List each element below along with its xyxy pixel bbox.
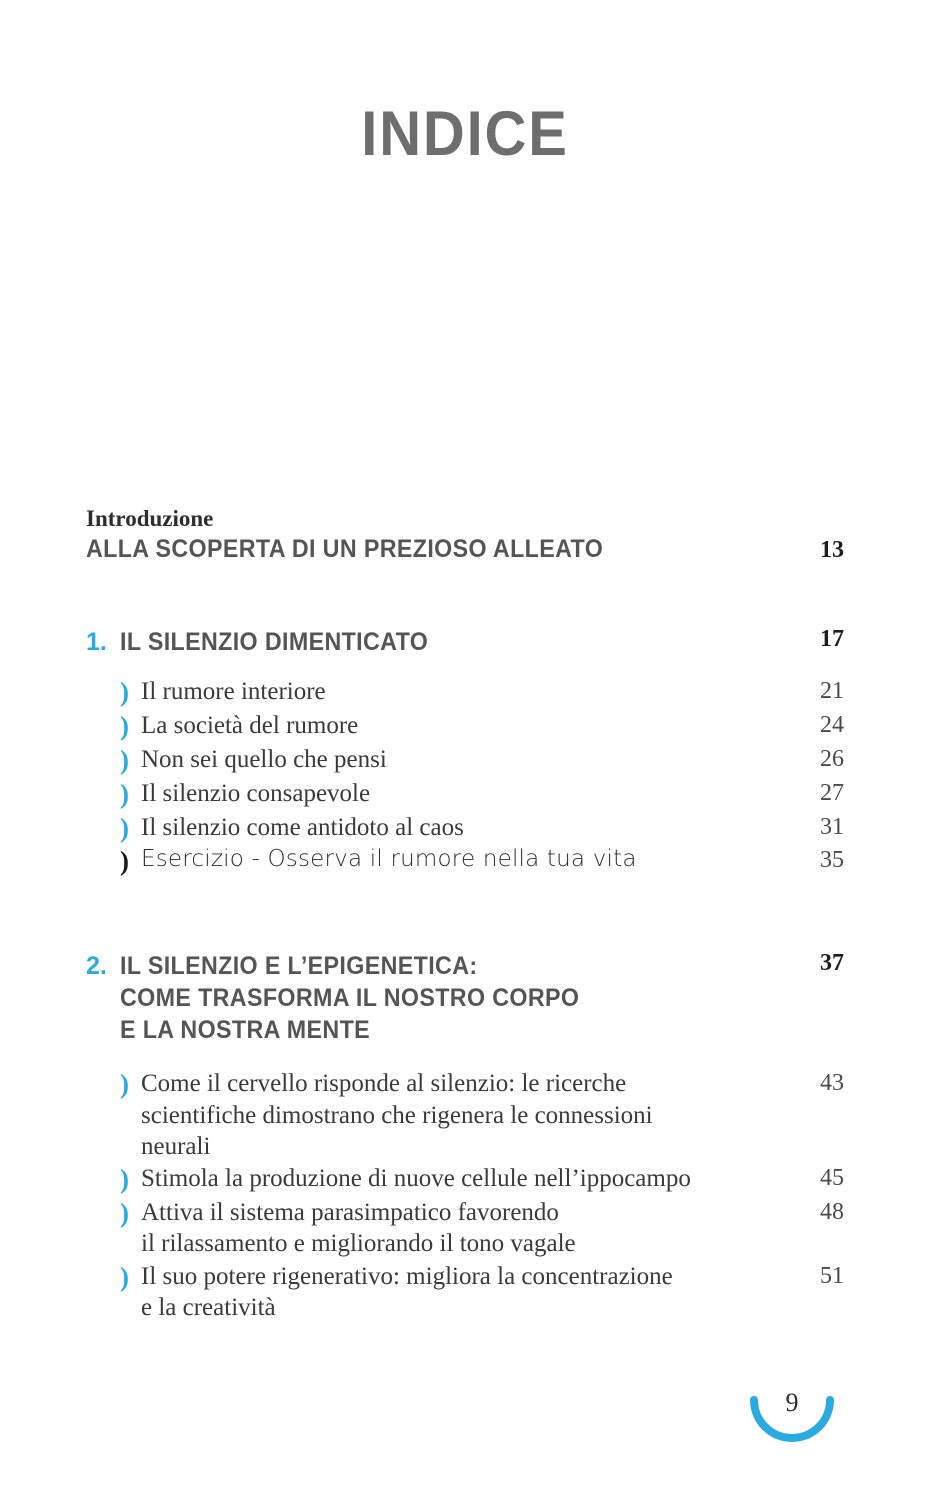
list-item-label: [141, 744, 387, 775]
chapter-1-title: [120, 626, 428, 658]
front-matter-title: ALLA SCOPERTA DI UN PREZIOSO ALLEATO: [86, 534, 604, 563]
angle-bracket-icon: ): [120, 710, 129, 741]
list-item[interactable]: [120, 812, 844, 845]
list-item-left: [120, 1163, 691, 1196]
list-item-label: [141, 778, 370, 809]
angle-bracket-icon: ): [120, 1069, 129, 1100]
list-item-page-number: 51: [820, 1262, 844, 1289]
list-item-line: e la creatività: [141, 1293, 276, 1321]
chapter-1-number: 1.: [86, 627, 107, 656]
list-item-page-number: 45: [820, 1165, 844, 1192]
list-item-left: [120, 812, 464, 845]
list-item-left: [120, 710, 358, 743]
list-item-page-number: 31: [820, 813, 844, 840]
chapter-entry-2[interactable]: [86, 950, 844, 1323]
chapter-2-title-line: COME TRASFORMA IL NOSTRO CORPO: [120, 984, 580, 1013]
list-item[interactable]: [120, 744, 844, 777]
chapter-2-number: 2.: [86, 952, 107, 981]
list-item-line: Il rumore interiore: [141, 677, 326, 705]
list-item[interactable]: [120, 1261, 844, 1324]
list-item-line: Il suo potere rigenerativo: migliora la concentrazione: [141, 1262, 673, 1290]
list-item-left: [120, 845, 637, 878]
list-item-line: Stimola la produzione di nuove cellule nell’ippocampo: [141, 1165, 691, 1193]
list-item-left: [120, 1068, 653, 1162]
folio: [742, 1382, 842, 1477]
angle-bracket-icon-dark: ): [120, 846, 129, 877]
angle-bracket-icon: ): [120, 1261, 129, 1292]
list-item[interactable]: [120, 1068, 844, 1162]
list-item-left: [120, 778, 370, 811]
list-item-line: Il silenzio come antidoto al caos: [141, 813, 464, 841]
front-matter-kicker: Introduzione: [86, 506, 214, 531]
chapter-2-item-list: [120, 1068, 844, 1323]
list-item-line: Non sei quello che pensi: [141, 745, 387, 773]
list-item-page-number: 35: [820, 847, 844, 874]
list-item-line: Esercizio - Osserva il rumore nella tua vita: [141, 846, 637, 873]
list-item-exercise[interactable]: [120, 845, 844, 878]
folio-page-number: 9: [785, 1388, 799, 1417]
page-title: INDICE: [361, 99, 569, 169]
list-item-page-number: 48: [820, 1199, 844, 1226]
list-item-label: [141, 1163, 691, 1194]
list-item-left: [120, 1197, 576, 1260]
list-item-line: neurali: [141, 1132, 211, 1160]
list-item[interactable]: [120, 1197, 844, 1260]
list-item-label: [141, 812, 464, 843]
list-item-line: il rilassamento e migliorando il tono vagale: [141, 1230, 576, 1258]
chapter-2-title-line: IL SILENZIO E L’EPIGENETICA:: [120, 952, 478, 981]
angle-bracket-icon: ): [120, 1164, 129, 1195]
list-item-page-number: 26: [820, 745, 844, 772]
list-item[interactable]: [120, 1163, 844, 1196]
front-matter-page-number: 13: [820, 536, 844, 563]
chapter-2-title: [120, 950, 579, 1046]
toc-content: [86, 506, 844, 1333]
list-item-line: Attiva il sistema parasimpatico favorendo: [141, 1199, 559, 1227]
list-item-line: La società del rumore: [141, 711, 359, 739]
front-matter-entry[interactable]: [86, 506, 844, 564]
chapter-1-title-line: IL SILENZIO DIMENTICATO: [120, 627, 429, 656]
list-item[interactable]: [120, 710, 844, 743]
list-item-left: [120, 744, 387, 777]
list-item[interactable]: [120, 676, 844, 709]
list-item-label: [141, 1197, 576, 1260]
chapter-1-item-list: [120, 676, 844, 879]
angle-bracket-icon: ): [120, 1198, 129, 1229]
angle-bracket-icon: ): [120, 676, 129, 707]
list-item-line: scientifiche dimostrano che rigenera le connessioni: [141, 1101, 653, 1129]
chapter-1-heading: [86, 626, 844, 658]
chapter-entry-1[interactable]: [86, 626, 844, 879]
list-item-left: [120, 1261, 673, 1324]
chapter-2-page-number: 37: [820, 950, 844, 977]
list-item-line: Il silenzio consapevole: [141, 779, 371, 807]
list-item-label: [141, 676, 326, 707]
list-item-line: Come il cervello risponde al silenzio: le ricerche: [141, 1070, 627, 1098]
list-item-label: [141, 1261, 673, 1324]
list-item[interactable]: [120, 778, 844, 811]
front-matter-title-row: [86, 535, 844, 564]
list-item-page-number: 21: [820, 677, 844, 704]
chapter-1-heading-left: [86, 626, 451, 658]
angle-bracket-icon: ): [120, 778, 129, 809]
angle-bracket-icon: ): [120, 744, 129, 775]
angle-bracket-icon: ): [120, 812, 129, 843]
list-item-page-number: 24: [820, 711, 844, 738]
chapter-2-title-line: E LA NOSTRA MENTE: [120, 1016, 371, 1045]
list-item-page-number: 43: [820, 1070, 844, 1097]
chapter-2-heading-left: [86, 950, 614, 1046]
list-item-label: [141, 1068, 653, 1162]
list-item-label: [141, 845, 637, 874]
list-item-label: [141, 710, 358, 741]
list-item-left: [120, 676, 326, 709]
chapter-1-page-number: 17: [820, 625, 844, 652]
list-item-page-number: 27: [820, 779, 844, 806]
chapter-2-heading: [86, 950, 844, 1046]
